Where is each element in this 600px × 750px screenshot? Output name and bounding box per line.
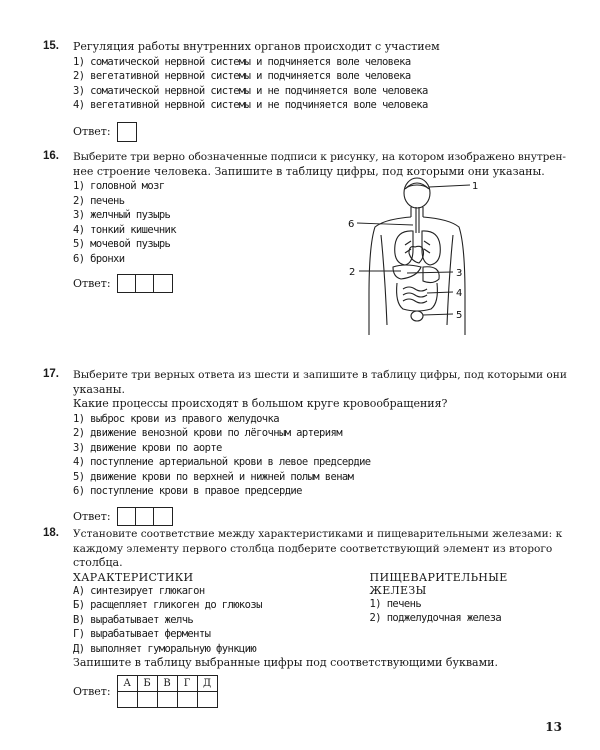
option: 3) движение крови по аорте <box>73 441 222 454</box>
question-text: Регуляция работы внутренних органов происходит с участием <box>73 40 440 53</box>
characteristics-header: ХАРАКТЕРИСТИКИ <box>73 570 194 584</box>
question-text-line: каждому элементу первого столбца подберите соответствующий элемент из второго <box>73 542 553 555</box>
option: 2) печень <box>73 194 125 207</box>
answer-table-letter: А <box>117 675 137 691</box>
question-text-line: Выберите три верных ответа из шести и запишите в таблицу цифры, под которыми они <box>73 369 567 381</box>
characteristic-item: Г) вырабатывает ферменты <box>73 628 211 640</box>
brain-shape <box>405 183 429 189</box>
table-instruction: Запишите в таблицу выбранные цифры под соответствующими буквами. <box>73 656 498 669</box>
answer-box[interactable] <box>117 122 137 142</box>
answer-table-cell[interactable] <box>117 691 137 707</box>
question-text-line: указаны. <box>73 382 126 396</box>
question-text-line: Выберите три верно обозначенные подписи к рисунку, на котором изображено внутрен- <box>73 151 566 163</box>
liver <box>393 265 421 279</box>
stomach <box>423 267 439 283</box>
option: 1) выброс крови из правого желудочка <box>73 412 279 425</box>
answer-table-letter: Д <box>197 675 217 691</box>
question-18 <box>43 527 563 708</box>
large-intestine <box>397 283 438 311</box>
answer-label: Ответ: <box>73 125 111 138</box>
answer-table-cell[interactable] <box>157 691 177 707</box>
option: 4) тонкий кишечник <box>73 223 176 236</box>
option: 2) вегетативной нервной системы и подчиняется воле человека <box>73 70 411 82</box>
figure-label-4: 4 <box>456 288 463 299</box>
figure-label-6: 6 <box>348 219 355 230</box>
bladder <box>411 311 423 321</box>
gland-item: 1) печень <box>369 597 422 610</box>
answer-row <box>73 507 563 526</box>
glands-column <box>370 571 563 657</box>
answer-table-row <box>117 691 217 707</box>
characteristic-item: Д) выполняет гуморальную функцию <box>73 642 257 655</box>
question-text-line: нее строение человека. Запишите в таблицу цифры, под которыми они указаны. <box>73 164 545 178</box>
answer-cell[interactable] <box>136 275 154 292</box>
answer-boxes[interactable] <box>117 507 173 526</box>
answer-row <box>73 675 563 708</box>
answer-label: Ответ: <box>73 509 111 523</box>
matching-columns <box>73 571 563 657</box>
question-17 <box>43 368 567 526</box>
question-text-line: Установите соответствие между характеристиками и пищеварительными железами: к <box>73 528 563 540</box>
characteristics-column <box>73 571 336 657</box>
answer-row <box>73 122 563 142</box>
small-intestine <box>403 287 427 303</box>
answer-table-cell[interactable] <box>177 691 197 707</box>
option: 3) желчный пузырь <box>73 209 171 221</box>
torso-outline <box>369 217 465 335</box>
option: 1) соматической нервной системы и подчиняется воле человека <box>73 55 411 68</box>
pointer-line <box>357 223 413 225</box>
figure-label-3: 3 <box>456 268 463 279</box>
trachea <box>416 207 419 233</box>
answer-label: Ответ: <box>73 684 111 698</box>
option: 6) поступление крови в правое предсердие <box>73 485 302 497</box>
pointer-line <box>429 185 470 187</box>
question-prompt: Какие процессы происходят в большом круге кровообращения? <box>73 397 448 410</box>
option: 3) соматической нервной системы и не подчиняется воле человека <box>73 84 428 97</box>
answer-cell[interactable] <box>154 508 172 525</box>
answer-cell[interactable] <box>118 508 136 525</box>
page-number: 13 <box>545 720 562 734</box>
answer-cell[interactable] <box>136 508 154 525</box>
answer-cell[interactable] <box>154 275 172 292</box>
characteristic-item: Б) расщепляет гликоген до глюкозы <box>73 599 262 611</box>
glands-header: ПИЩЕВАРИТЕЛЬНЫЕ ЖЕЛЕЗЫ <box>369 570 508 597</box>
gland-item: 2) поджелудочная железа <box>369 612 502 624</box>
option: 5) движение крови по верхней и нижней полым венам <box>73 470 354 483</box>
answer-table-letter: В <box>157 675 177 691</box>
answer-table-letter: Б <box>137 675 157 691</box>
pointer-line <box>423 314 453 315</box>
figure-label-2: 2 <box>349 267 356 278</box>
answer-cell[interactable] <box>118 275 136 292</box>
question-number: 17. <box>43 368 59 380</box>
question-number: 18. <box>43 527 59 539</box>
question-16 <box>43 150 566 293</box>
answer-table-header <box>117 675 217 691</box>
option: 4) вегетативной нервной системы и не подчиняется воле человека <box>73 99 428 111</box>
question-text-line: столбца. <box>73 556 123 569</box>
answer-row <box>73 274 563 293</box>
answer-table-cell[interactable] <box>137 691 157 707</box>
option: 5) мочевой пузырь <box>73 238 171 250</box>
human-anatomy-figure <box>345 175 485 340</box>
right-lung <box>422 231 440 265</box>
characteristic-item: В) вырабатывает желчь <box>73 613 194 626</box>
option: 2) движение венозной крови по лёгочным артериям <box>73 427 342 439</box>
answer-table-cell[interactable] <box>197 691 217 707</box>
option: 6) бронхи <box>73 252 125 265</box>
answer-table <box>117 675 218 708</box>
characteristic-item: А) синтезирует глюкагон <box>73 584 205 597</box>
question-15 <box>43 40 563 142</box>
option: 4) поступление артериальной крови в левое предсердие <box>73 456 371 468</box>
question-number: 15. <box>43 40 59 52</box>
pointer-line <box>407 272 453 273</box>
answer-table-letter: Г <box>177 675 197 691</box>
answer-label: Ответ: <box>73 277 111 290</box>
answer-boxes[interactable] <box>117 274 173 293</box>
question-number: 16. <box>43 150 59 162</box>
figure-label-1: 1 <box>472 181 479 192</box>
option: 1) головной мозг <box>73 180 165 192</box>
figure-label-5: 5 <box>456 310 463 321</box>
